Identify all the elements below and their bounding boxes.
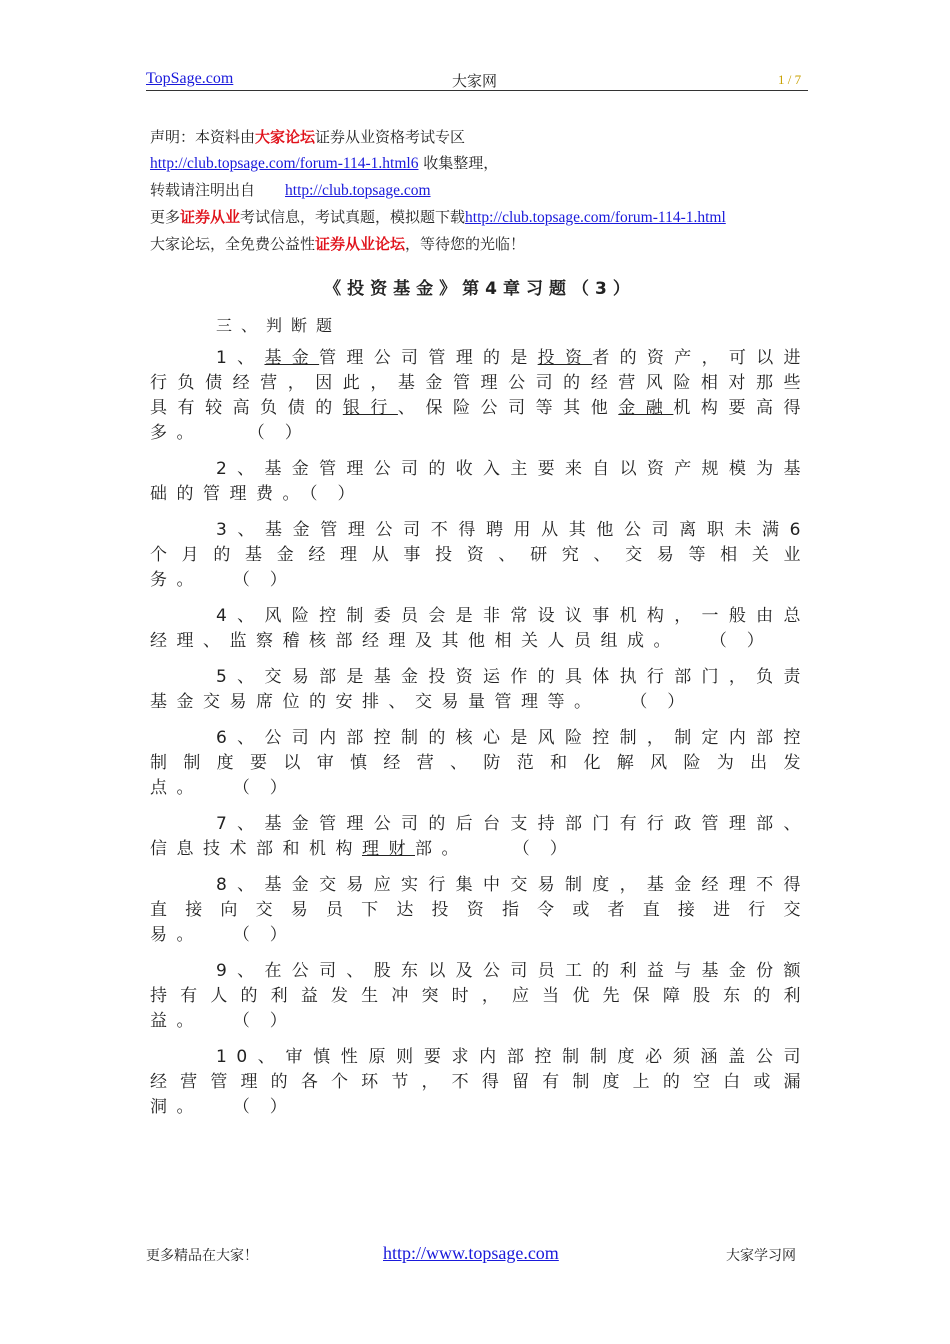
answer-blank[interactable]: （） [232, 570, 307, 590]
statement-block [150, 124, 726, 257]
page-title: 《投资基金》第4章习题（3） [324, 279, 636, 299]
answer-blank[interactable]: （） [232, 1011, 307, 1031]
question-3: 3、基金管理公司不得聘用从其他公司离职未满6个月的基金经理从事投资、研究、交易等相关业务。 （） [150, 520, 810, 590]
question-6: 6、公司内部控制的核心是风险控制，制定内部控制制度要以审慎经营、防范和化解风险为出发点。 （） [150, 728, 810, 798]
statement-line-3: 转载请注明出自 http://club.topsage.com [150, 181, 431, 199]
exam-highlight: 证券从业 [180, 208, 241, 226]
forum-highlight: 证券从业论坛 [315, 235, 406, 253]
forum-name-highlight: 大家论坛 [255, 128, 316, 146]
question-5: 5、交易部是基金投资运作的具体执行部门，负责基金交易席位的安排、交易量管理等。 （） [150, 667, 810, 712]
answer-blank[interactable]: （） [512, 839, 587, 859]
footer-site-name: 大家学习网 [726, 1248, 796, 1264]
statement-line-1: 声明：本资料由大家论坛证券从业资格考试专区 [150, 128, 466, 146]
forum-link[interactable]: http://club.topsage.com/forum-114-1.html6 [150, 155, 419, 172]
header-site-name: 大家网 [452, 72, 498, 90]
header-divider [146, 90, 808, 91]
header-site-link[interactable]: TopSage.com [146, 70, 234, 87]
answer-blank[interactable]: （） [232, 1097, 307, 1117]
statement-line-2: http://club.topsage.com/forum-114-1.html6 收集整理， [150, 154, 499, 172]
page-number: 1 / 7 [778, 72, 802, 87]
download-link[interactable]: http://club.topsage.com/forum-114-1.html [465, 209, 726, 226]
answer-blank[interactable]: （） [232, 778, 307, 798]
footer-site-link[interactable]: http://www.topsage.com [383, 1243, 559, 1263]
question-2: 2、基金管理公司的收入主要来自以资产规模为基础的管理费。（） [150, 459, 810, 504]
question-4: 4、风险控制委员会是非常设议事机构，一般由总经理、监察稽核部经理及其他相关人员组成。 （） [150, 606, 810, 651]
answer-blank[interactable]: （） [309, 484, 375, 504]
answer-blank[interactable]: （） [247, 423, 322, 443]
answer-blank[interactable]: （） [630, 692, 705, 712]
section-heading: 三、判断题 [216, 316, 342, 335]
answer-blank[interactable]: （） [709, 631, 784, 651]
footer-slogan: 更多精品在大家！ [146, 1248, 258, 1264]
question-list [150, 346, 810, 1131]
answer-blank[interactable]: （） [232, 925, 307, 945]
question-9: 9、在公司、股东以及公司员工的利益与基金份额持有人的利益发生冲突时，应当优先保障股东的利益。 （） [150, 961, 810, 1031]
statement-line-5: 大家论坛，全免费公益性证券从业论坛，等待您的光临！ [150, 235, 526, 253]
question-1: 1、基金管理公司管理的是投资者的资产，可以进行负债经营，因此，基金管理公司的经营风险相对那些具有较高负债的银行、保险公司等其他金融机构要高得多。 （） [150, 348, 811, 443]
question-8: 8、基金交易应实行集中交易制度，基金经理不得直接向交易员下达投资指令或者直接进行交易。 （） [150, 875, 810, 945]
question-10: 10、审慎性原则要求内部控制制度必须涵盖公司经营管理的各个环节，不得留有制度上的空白或漏洞。 （） [150, 1047, 810, 1117]
question-7: 7、基金管理公司的后台支持部门有行政管理部、信息技术部和机构理财部。 （） [150, 814, 810, 859]
statement-line-4: 更多证券从业考试信息，考试真题，模拟题下载http://club.topsage.com/forum-114-1.html [150, 208, 726, 226]
club-link[interactable]: http://club.topsage.com [285, 182, 431, 199]
